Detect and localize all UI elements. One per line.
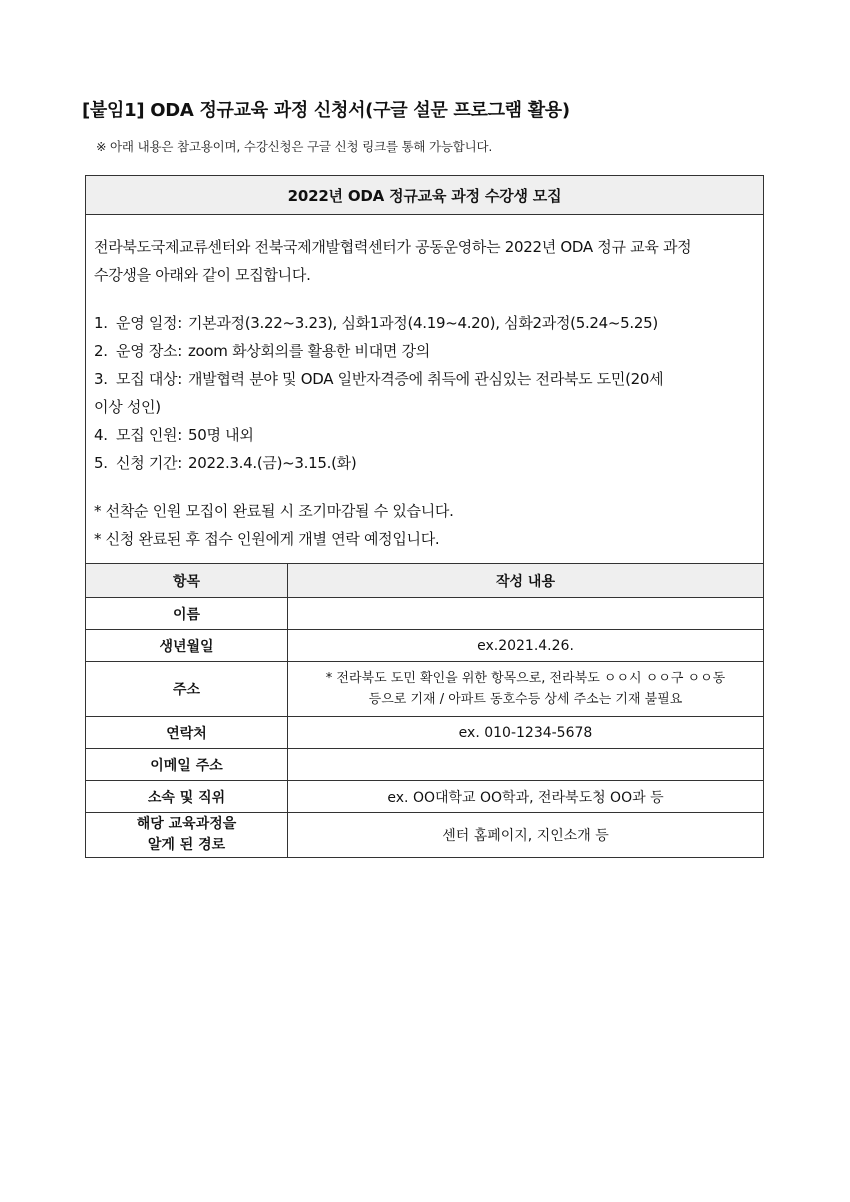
applicant-table [86, 564, 763, 857]
list-label: 신청 기간: [116, 454, 182, 472]
list-number: 5. [94, 454, 108, 472]
table-row [86, 749, 763, 781]
row-label-line: 해당 교육과정을 [136, 816, 237, 832]
table-row [86, 813, 763, 858]
list-value: zoom 화상회의를 활용한 비대면 강의 [187, 342, 430, 360]
table-header-row [86, 564, 763, 598]
referral-field[interactable]: 센터 홈페이지, 지인소개 등 [288, 813, 764, 858]
list-item-capacity [94, 421, 755, 449]
row-label: 연락처 [86, 717, 288, 749]
list-label: 운영 장소: [116, 342, 182, 360]
document-title: [붙임1] ODA 정규교육 과정 신청서(구글 설문 프로그램 활용) [82, 100, 570, 121]
list-value: 개발협력 분야 및 ODA 일반자격증에 취득에 관심있는 전라북도 도민(20세 [187, 370, 664, 388]
application-form [85, 175, 764, 858]
column-header-content: 작성 내용 [288, 564, 764, 598]
list-number: 3. [94, 370, 108, 388]
list-item-target [94, 365, 755, 393]
footnote: * 신청 완료된 후 접수 인원에게 개별 연락 예정입니다. [94, 530, 440, 548]
list-item-period [94, 449, 755, 477]
list-item-schedule [94, 309, 755, 337]
table-row [86, 630, 763, 662]
row-label: 주소 [86, 662, 288, 717]
row-label: 소속 및 직위 [86, 781, 288, 813]
list-number: 1. [94, 314, 108, 332]
reference-note: ※ 아래 내용은 참고용이며, 수강신청은 구글 신청 링크를 통해 가능합니다. [96, 139, 493, 154]
list-value: 50명 내외 [187, 426, 254, 444]
row-label-line: 알게 된 경로 [147, 837, 226, 853]
list-label: 모집 대상: [116, 370, 182, 388]
list-value: 2022.3.4.(금)~3.15.(화) [187, 454, 357, 472]
column-header-item: 항목 [86, 564, 288, 598]
row-label: 이름 [86, 598, 288, 630]
list-number: 2. [94, 342, 108, 360]
list-item-venue [94, 337, 755, 365]
table-row [86, 781, 763, 813]
address-field[interactable] [288, 662, 764, 717]
table-row [86, 662, 763, 717]
phone-field[interactable]: ex. 010-1234-5678 [288, 717, 764, 749]
intro-line: 수강생을 아래와 같이 모집합니다. [94, 266, 311, 284]
table-row [86, 717, 763, 749]
list-label: 운영 일정: [116, 314, 182, 332]
name-field[interactable] [288, 598, 764, 630]
footnote: * 선착순 인원 모집이 완료될 시 조기마감될 수 있습니다. [94, 502, 454, 520]
list-item-target-continued: 이상 성인) [94, 398, 161, 416]
notice-list [94, 309, 755, 477]
affiliation-field[interactable]: ex. OO대학교 OO학과, 전라북도청 OO과 등 [288, 781, 764, 813]
recruitment-banner: 2022년 ODA 정규교육 과정 수강생 모집 [86, 176, 763, 215]
footnotes [94, 497, 755, 553]
address-hint: * 전라북도 도민 확인을 위한 항목으로, 전라북도 ㅇㅇ시 ㅇㅇ구 ㅇㅇ동 [325, 671, 726, 686]
birthdate-field[interactable]: ex.2021.4.26. [288, 630, 764, 662]
address-hint: 등으로 기재 / 아파트 동호수등 상세 주소는 기재 불필요 [368, 692, 683, 707]
intro-line: 전라북도국제교류센터와 전북국제개발협력센터가 공동운영하는 2022년 ODA 정규 교육 과정 [94, 238, 692, 256]
email-field[interactable] [288, 749, 764, 781]
list-number: 4. [94, 426, 108, 444]
row-label: 이메일 주소 [86, 749, 288, 781]
recruitment-notice [86, 215, 763, 564]
row-label: 생년월일 [86, 630, 288, 662]
list-value: 기본과정(3.22~3.23), 심화1과정(4.19~4.20), 심화2과정(5.24~5.25) [187, 314, 658, 332]
table-row [86, 598, 763, 630]
list-label: 모집 인원: [116, 426, 182, 444]
row-label [86, 813, 288, 858]
